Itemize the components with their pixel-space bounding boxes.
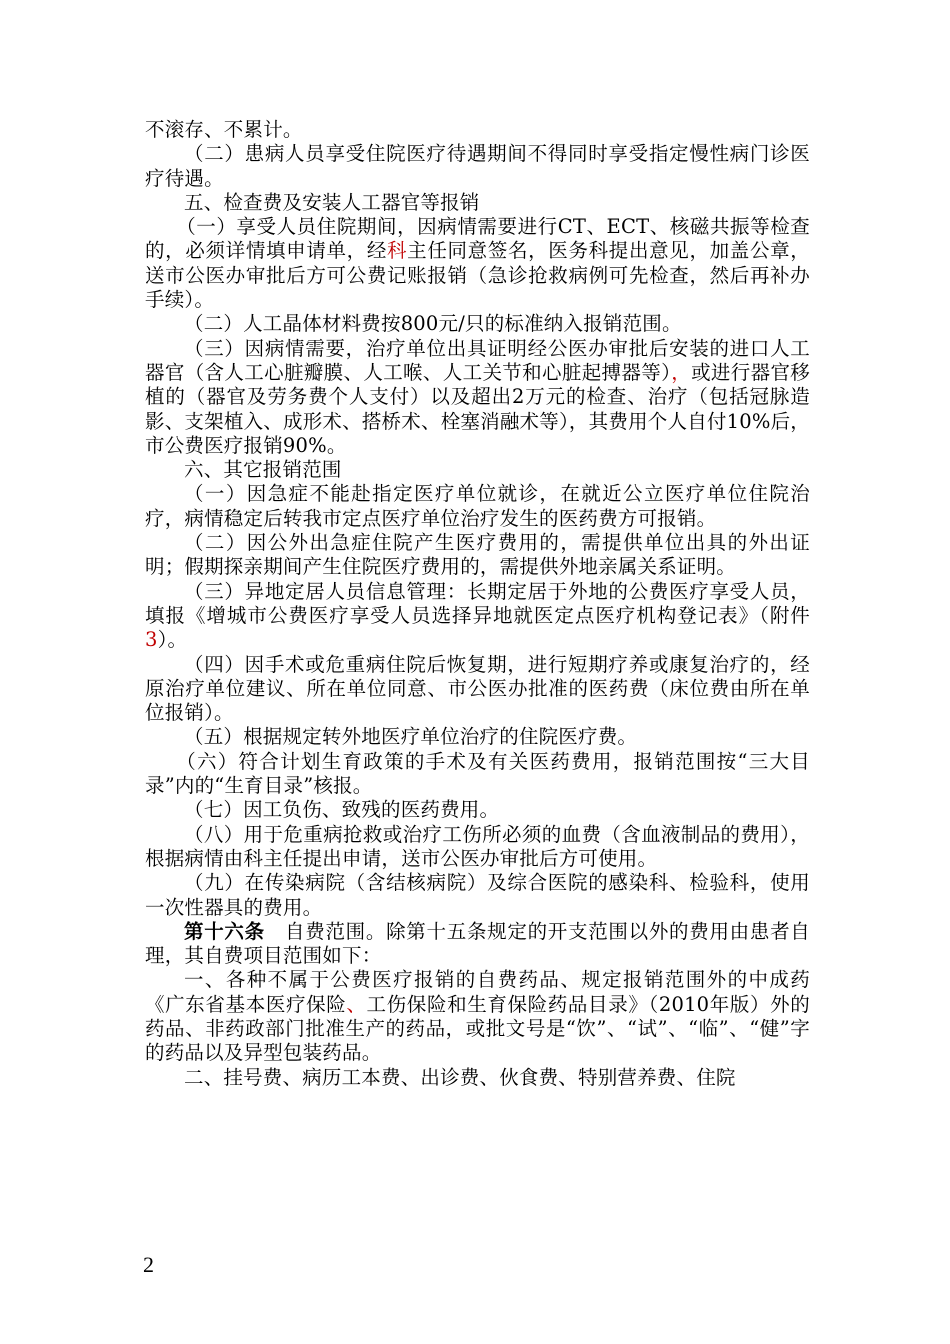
text-run: （三）异地定居人员信息管理：长期定居于外地的公费医疗享受人员，填报《增城市公费医疗享受人员选择异地就医定点医疗机构登记表》（附件 bbox=[145, 579, 810, 627]
body-text bbox=[145, 118, 810, 1090]
text-run: 主任同意签名，医务科提出意见，加盖公章，送市公医办审批后方可公费记账报销（急诊抢救病例可先检查，然后再补办手续）。 bbox=[145, 239, 810, 312]
paragraph: 不滚存、不累计。 bbox=[145, 118, 303, 141]
section-heading: 六、其它报销范围 bbox=[184, 458, 342, 482]
text-run: （三）因病情需要，治疗单位出具证明经公医办审批后安装的进口人工器官（含人工心脏瓣膜、人工喉、人工关节和心脏起搏器等） bbox=[145, 336, 810, 384]
paragraph: （六）符合计划生育政策的手术及有关医药费用，报销范围按“三大目录”内的“生育目录”核报。 bbox=[145, 749, 810, 798]
paragraph: （二）因公外出急症住院产生医疗费用的，需提供单位出具的外出证明；假期探亲期间产生住院医疗费用的，需提供外地亲属关系证明。 bbox=[145, 531, 810, 579]
paragraph: （八）用于危重病抢救或治疗工伤所必须的血费（含血液制品的费用），根据病情由科主任提出申请，送市公医办审批后方可使用。 bbox=[145, 822, 810, 870]
page-number: 2 bbox=[143, 1252, 154, 1277]
paragraph: （二）人工晶体材料费按800元/只的标准纳入报销范围。 bbox=[184, 312, 682, 336]
highlighted-text: 、 bbox=[346, 992, 367, 1016]
paragraph: （二）患病人员享受住院医疗待遇期间不得同时享受指定慢性病门诊医疗待遇。 bbox=[145, 142, 810, 190]
highlighted-text: ， bbox=[671, 360, 692, 384]
paragraph: 二、挂号费、病历工本费、出诊费、伙食费、特别营养费、住院 bbox=[184, 1065, 736, 1089]
paragraph bbox=[145, 215, 810, 312]
paragraph bbox=[145, 337, 810, 458]
paragraph: （五）根据规定转外地医疗单位治疗的住院医疗费。 bbox=[184, 725, 638, 749]
paragraph: （九）在传染病院（含结核病院）及综合医院的感染科、检验科，使用一次性器具的费用。 bbox=[145, 871, 810, 919]
paragraph: （七）因工负伤、致残的医药费用。 bbox=[184, 798, 500, 822]
text-run: 自费范围。除第十五条规定的开支范围以外的费用由患者自理，其自费项目范围如下： bbox=[145, 919, 810, 968]
paragraph bbox=[145, 580, 810, 653]
text-run: 一、各种不属于公费医疗报销的自费药品、规定报销范围外的中成药《广东省基本医疗保险 bbox=[145, 968, 810, 1016]
text-run: 工伤保险和生育保险药品目录》（2010年版）外的药品、非药政部门批准生产的药品，或批文号是“饮”、“试”、“临”、“健”字的药品以及异型包装药品。 bbox=[145, 992, 810, 1065]
text-run: （一）享受人员住院期间，因病情需要进行CT、ECT、核磁共振等检查的，必须详情填申请单，经 bbox=[145, 215, 810, 263]
text-run: 或进行器官移植的（器官及劳务费个人支付）以及超出2万元的检查、治疗（包括冠脉造影、支架植入、成形术、搭桥术、栓塞消融术等），其费用个人自付10%后，市公费医疗报销90%。 bbox=[145, 360, 811, 457]
text-run: ）。 bbox=[157, 628, 188, 652]
article-number: 第十六条 bbox=[184, 919, 265, 943]
paragraph: （一）因急症不能赴指定医疗单位就诊，在就近公立医疗单位住院治疗，病情稳定后转我市定点医疗单位治疗发生的医药费方可报销。 bbox=[145, 482, 810, 530]
paragraph: （四）因手术或危重病住院后恢复期，进行短期疗养或康复治疗的，经原治疗单位建议、所在单位同意、市公医办批准的医药费（床位费由所在单位报销）。 bbox=[145, 652, 810, 725]
paragraph bbox=[145, 968, 810, 1065]
highlighted-text: 科 bbox=[386, 239, 408, 263]
section-heading: 五、检查费及安装人工器官等报销 bbox=[184, 190, 480, 214]
highlighted-text: 3 bbox=[145, 628, 158, 652]
article-paragraph bbox=[145, 920, 810, 969]
